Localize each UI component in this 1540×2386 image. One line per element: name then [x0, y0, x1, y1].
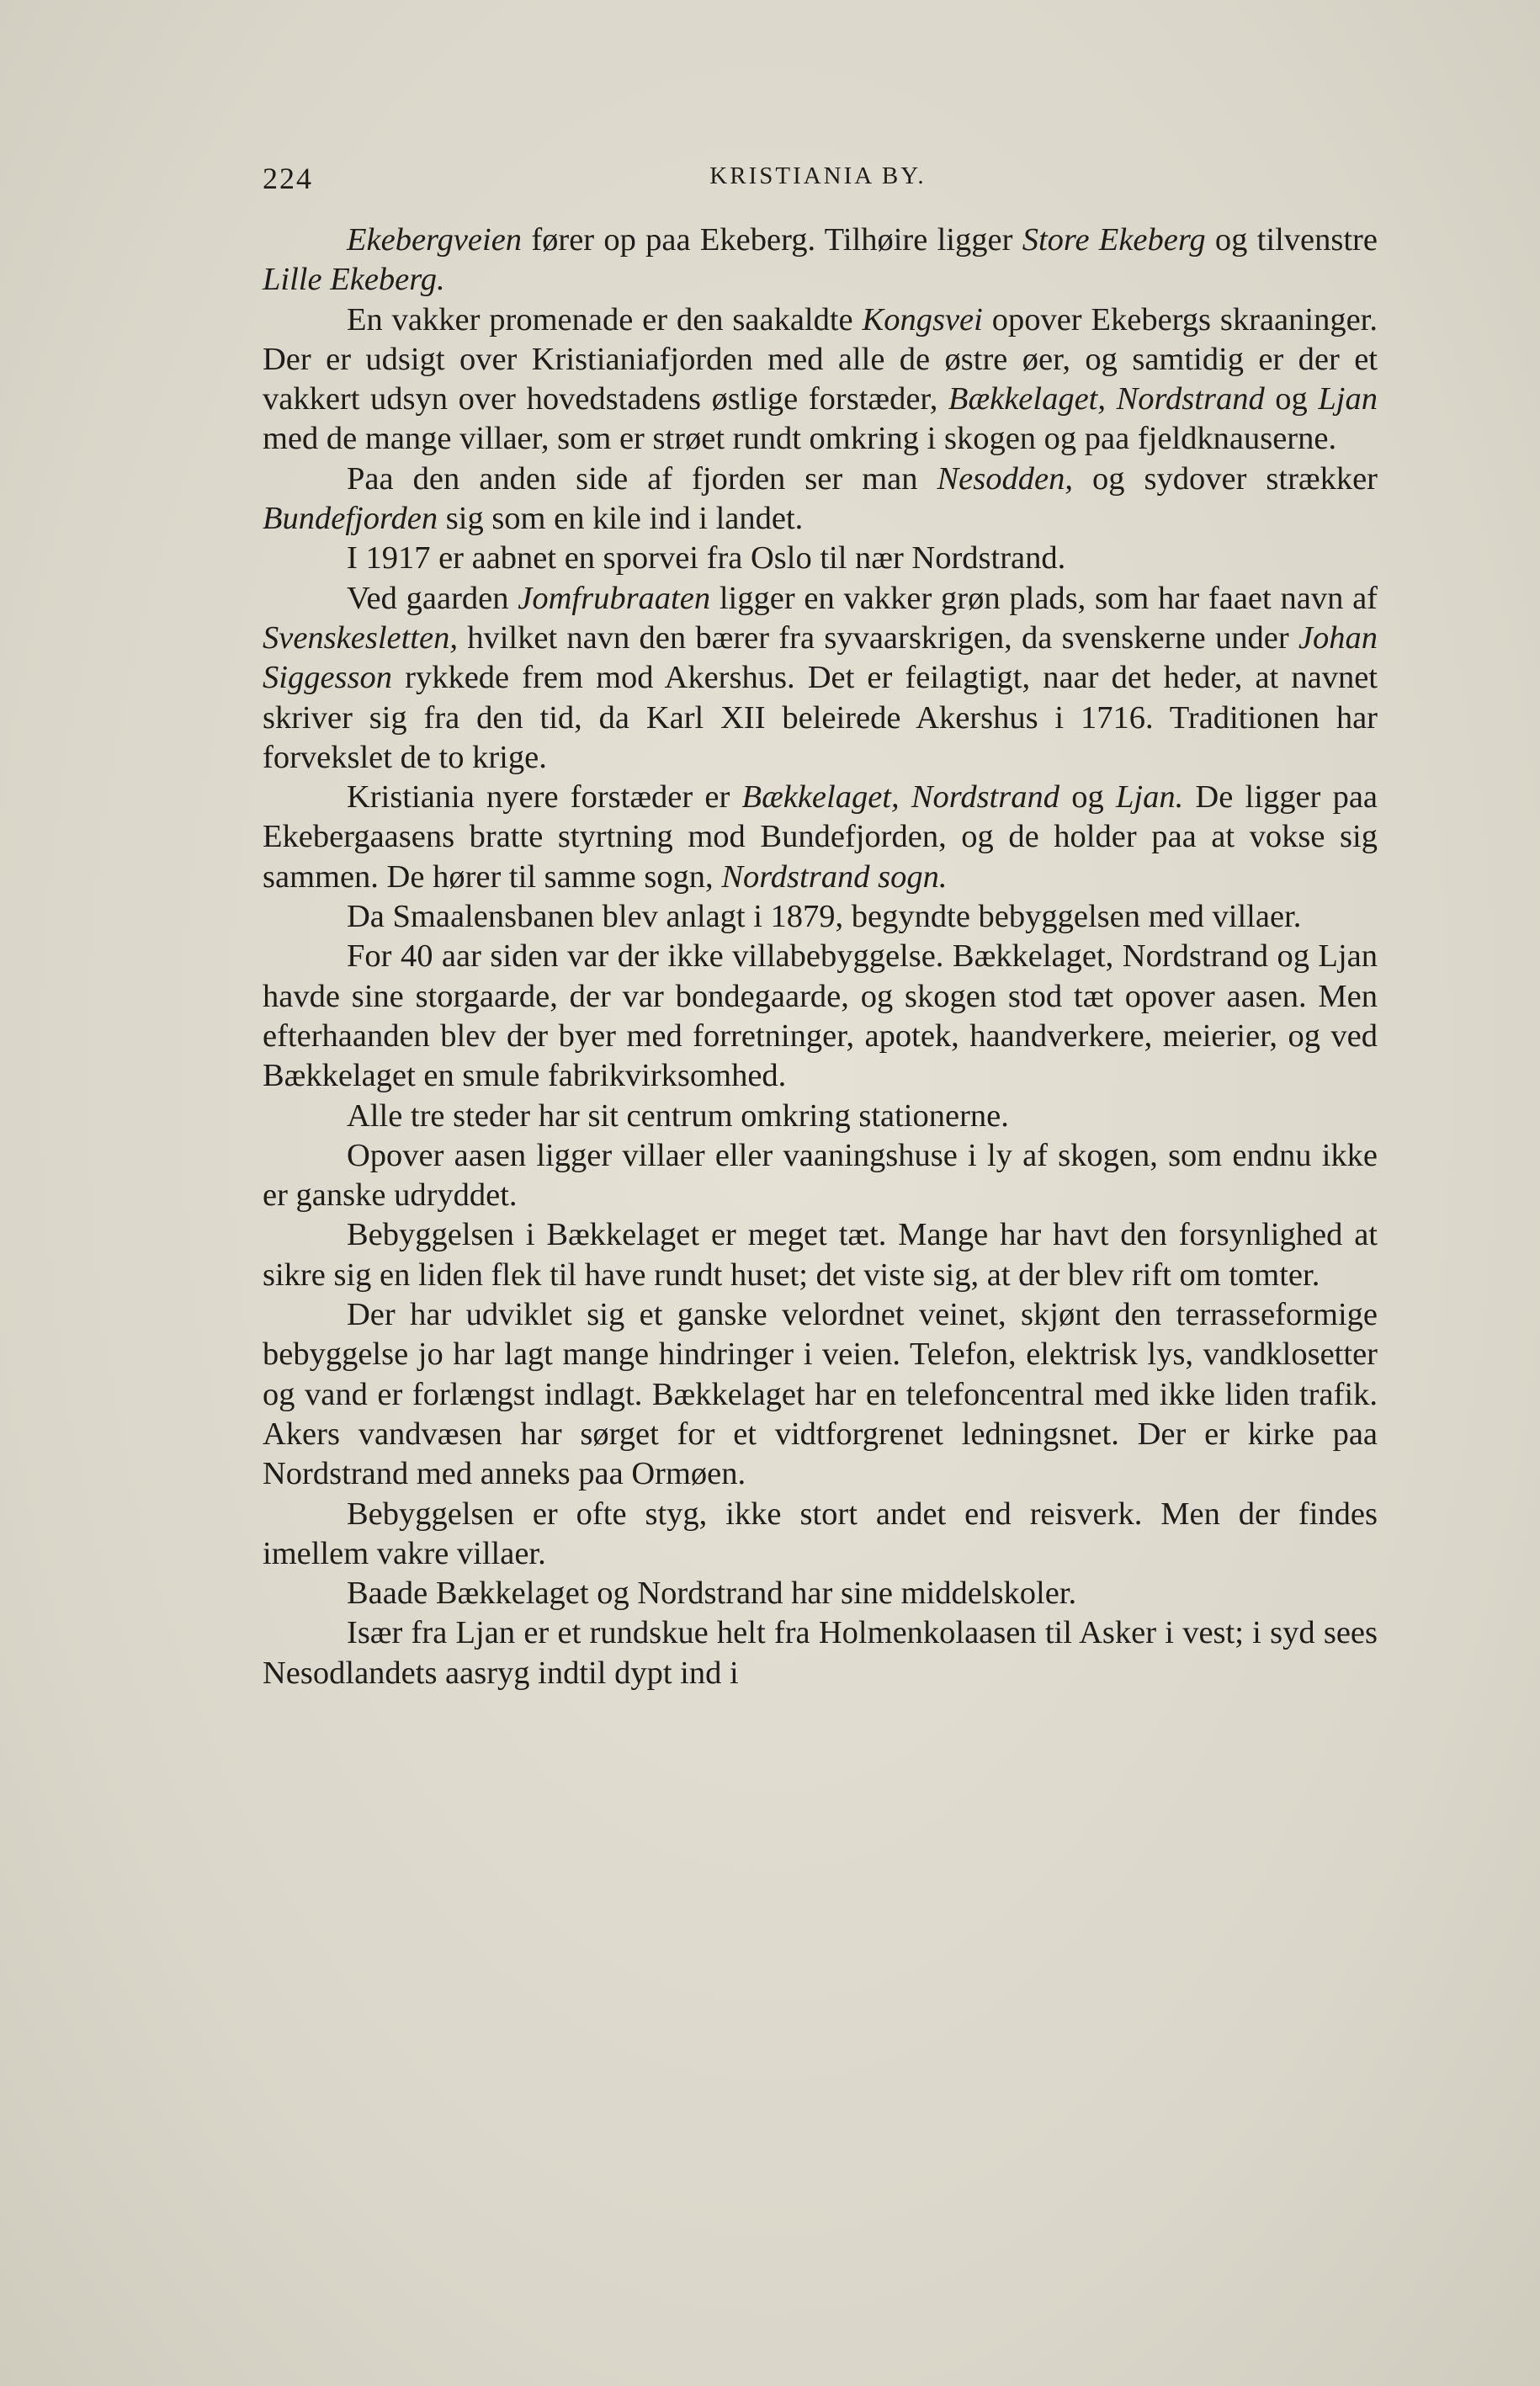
paragraph: [263, 1097, 1378, 1136]
paragraph: [263, 539, 1378, 578]
text-run: sig som en kile ind i landet.: [438, 501, 804, 537]
paragraph: [263, 937, 1378, 1096]
text-run: opover Ekebergs skraaninger. Der er udsigt over Kristianiafjorden med alle de østre øer, og samtidig er der et vakkert udsyn over hovedstadens østlige forstæder,: [263, 301, 1378, 417]
text-run: Paa den anden side af fjorden ser man: [347, 460, 937, 497]
italic-text-run: Johan Siggesson: [263, 619, 1378, 696]
italic-text-run: Bundefjorden: [263, 501, 438, 537]
paragraph: [263, 579, 1378, 778]
paragraph: [263, 1295, 1378, 1494]
paragraph: [263, 1574, 1378, 1613]
text-run: Især fra Ljan er et rundskue helt fra Holmenkolaasen til Asker i vest; i syd sees Nesodlandets aasryg indtil dypt ind i: [263, 1615, 1378, 1691]
italic-text-run: Jomfrubraaten: [518, 580, 711, 616]
text-run: og: [1264, 381, 1319, 417]
page-header: [263, 154, 1373, 205]
text-run: og tilvenstre: [1205, 222, 1378, 258]
text-run: En vakker promenade er den saakaldte: [347, 301, 863, 337]
italic-text-run: Store Ekeberg: [1022, 222, 1206, 258]
text-run: Kristiania nyere forstæder er: [347, 779, 742, 816]
paragraph: [263, 1495, 1378, 1575]
italic-text-run: Bækkelaget, Nordstrand: [741, 779, 1059, 816]
text-run: hvilket navn den bærer fra syvaarskrigen, da svenskerne under: [457, 619, 1298, 656]
body-text: [263, 221, 1378, 1693]
paragraph: [263, 221, 1378, 300]
paragraph: [263, 897, 1378, 937]
italic-text-run: Ekebergveien: [347, 222, 523, 258]
text-run: I 1917 er aabnet en sporvei fra Oslo til nær Nordstrand.: [347, 540, 1066, 577]
paragraph: [263, 460, 1378, 539]
italic-text-run: Ljan: [1318, 381, 1378, 417]
text-run: Opover aasen ligger villaer eller vaaningshuse i ly af skogen, som endnu ikke er ganske udryddet.: [263, 1137, 1378, 1214]
italic-text-run: Ljan.: [1115, 779, 1184, 816]
text-run: ligger en vakker grøn plads, som har faaet navn af: [710, 580, 1378, 616]
text-run: Alle tre steder har sit centrum omkring stationerne.: [347, 1097, 1009, 1134]
text-run: fører op paa Ekeberg. Tilhøire ligger: [522, 222, 1022, 258]
italic-text-run: Kongsvei: [862, 301, 983, 337]
page-number: 224: [263, 162, 313, 195]
text-run: og sydover strækker: [1072, 460, 1378, 497]
running-title: KRISTIANIA BY.: [709, 162, 927, 189]
text-run: Bebyggelsen er ofte styg, ikke stort andet end reisverk. Men der findes imellem vakre villaer.: [263, 1496, 1378, 1571]
text-run: Bebyggelsen i Bækkelaget er meget tæt. Mange har havt den forsynlighed at sikre sig en liden flek til have rundt huset; det viste sig, at der blev rift om tomter.: [263, 1217, 1378, 1293]
italic-text-run: Nordstrand sogn.: [721, 858, 948, 895]
paragraph: [263, 1613, 1378, 1693]
paragraph: [263, 300, 1378, 460]
italic-text-run: Nesodden,: [937, 460, 1073, 497]
text-run: og: [1059, 779, 1116, 816]
italic-text-run: Lille Ekeberg.: [263, 262, 445, 298]
text-run: De ligger paa Ekebergaasens bratte styrtning mod Bundefjorden, og de holder paa at vokse sig sammen. De hører til samme sogn,: [263, 779, 1378, 895]
text-run: rykkede frem mod Akershus. Det er feilagtigt, naar det heder, at navnet skriver sig fra den tid, da Karl XII beleirede Akershus i 1716. Traditionen har forvekslet de to krige.: [263, 660, 1378, 775]
text-run: For 40 aar siden var der ikke villabebyggelse. Bækkelaget, Nordstrand og Ljan havde sine storgaarde, der var bondegaarde, og skogen stod tæt opover aasen. Men efterhaanden blev der byer med forretninger, apotek, haandverkere, meierier, og ved Bækkelaget en smule fabrikvirksomhed.: [263, 938, 1378, 1094]
text-run: Baade Bækkelaget og Nordstrand har sine middelskoler.: [347, 1576, 1077, 1612]
text-run: Der har udviklet sig et ganske velordnet veinet, skjønt den terrasseformige bebyggelse jo har lagt mange hindringer i veien. Telefon, elektrisk lys, vandklosetter og vand er forlængst indlagt. Bækkelaget har en telefoncentral med ikke liden trafik. Akers vandvæsen har sørget for et vidtforgrenet ledningsnet. Der er kirke paa Nordstrand med anneks paa Ormøen.: [263, 1297, 1378, 1492]
paragraph: [263, 778, 1378, 897]
italic-text-run: Bækkelaget, Nordstrand: [948, 381, 1265, 417]
paragraph: [263, 1215, 1378, 1295]
italic-text-run: Svenskesletten,: [263, 619, 458, 656]
paragraph: [263, 1136, 1378, 1216]
text-run: med de mange villaer, som er strøet rundt omkring i skogen og paa fjeldknauserne.: [263, 421, 1337, 457]
text-run: Da Smaalensbanen blev anlagt i 1879, begyndte bebyggelsen med villaer.: [347, 899, 1302, 935]
text-run: Ved gaarden: [347, 580, 518, 616]
